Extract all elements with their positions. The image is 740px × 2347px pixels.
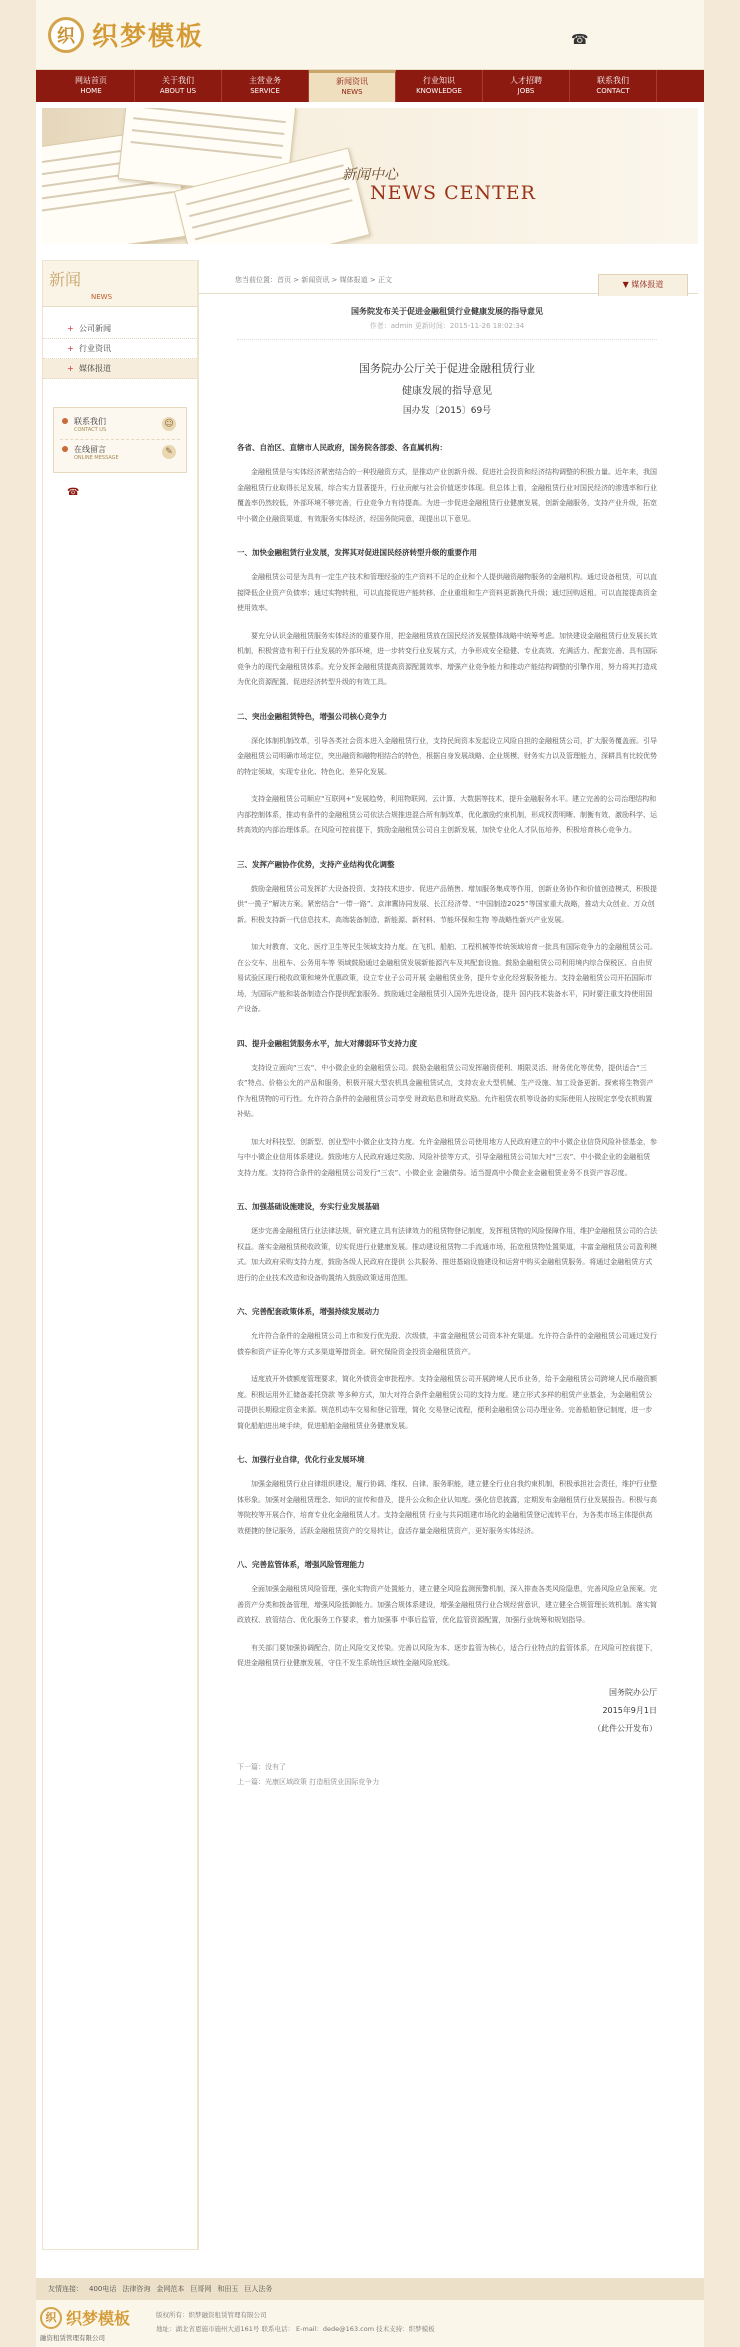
sidebar-contact-box: [53, 407, 187, 473]
message-sub: ONLINE MESSAGE: [74, 455, 119, 461]
bullet-icon: [62, 446, 68, 452]
nav-item-label: 主营业务: [249, 76, 281, 85]
section-heading: 二、突出金融租赁特色，增强公司核心竞争力: [237, 711, 387, 721]
nav-item-label: 联系我们: [597, 76, 629, 85]
nav-item-contact[interactable]: [570, 70, 657, 102]
contact-label: 联系我们: [74, 417, 106, 426]
article-paragraph: 有关部门要加强协调配合，防止风险交叉传染。完善以风险为本、逐步监管为核心，适合行业特点的监管体系，在风险可控前提下，促进金融租赁行业健康发展，守住不发生系统性区域性金融风险底线。: [237, 1643, 657, 1667]
logo-text: 织梦模板: [92, 22, 205, 52]
nav-item-sublabel: SERVICE: [250, 87, 280, 95]
footer-logo: [40, 2306, 130, 2342]
site-header: [36, 0, 704, 70]
news-banner: [42, 108, 698, 244]
nav-item-label: 行业知识: [423, 76, 455, 85]
nav-item-sublabel: HOME: [80, 87, 102, 95]
article: [199, 306, 699, 1790]
friend-link[interactable]: 和田玉: [217, 2285, 239, 2293]
bullet-icon: [62, 418, 68, 424]
article-paragraph: 金融租赁是与实体经济紧密结合的一种投融资方式，是推动产业创新升级、促进社会投资和经济结构调整的积极力量。近年来，我国金融租赁行业取得长足发展，综合实力显著提升，行业贡献与社会价值逐步体现。但总体上看，金融租赁行业对国民经济的渗透率和行业覆盖率仍然较低，外部环境不够完善，行业竞争力有待提高。为进一步促进金融租赁行业健康发展，创新金融服务，支持产业升级，拓宽中小微企业融资渠道，有效服务实体经济，经国务院同意，现提出以下意见。: [237, 468, 657, 523]
logo-mark: 织: [48, 17, 84, 53]
article-salutation: 各省、自治区、直辖市人民政府，国务院各部委、各直属机构：: [237, 443, 447, 452]
sidebar-message-link[interactable]: [60, 440, 180, 468]
main-nav: [36, 70, 704, 102]
nav-item-home[interactable]: [48, 70, 135, 102]
friend-link[interactable]: 巨哥网: [190, 2285, 212, 2293]
article-paragraph: 加大对科技型、创新型、创业型中小微企业支持力度。允许金融租赁公司使用地方人民政府建立的中小微企业信贷风险补偿基金，参与中小微企业信用体系建设。鼓励地方人民政府通过奖励、风险补偿等方式，引导金融租赁公司加大对“三农”、中小微企业的金融租赁支持力度。支持符合条件的金融租赁公司发行“三农”、小微企业 金融债券。适当提高中小微企业金融租赁业务不良资产容忍度。: [237, 1137, 657, 1177]
article-paragraph: 支持金融租赁公司顺应“互联网+”发展趋势，利用物联网、云计算、大数据等技术，提升金融服务水平。建立完善的公司治理结构和内部控制体系，推动有条件的金融租赁公司依法合规推进混合所有制改革，优化激励约束机制，形成权责明晰、制衡有效、激励科学、运转高效的内部治理体系。在风险可控前提下，鼓励金融租赁公司自主创新发展，加快专业化人才队伍培养，积极培育核心竞争力。: [237, 795, 657, 834]
article-signature: [237, 1684, 657, 1738]
footer-address: 地址：湖北省恩施市施州大道161号 联系电话： E-mail：dede@163.com 技术支持：织梦模板: [156, 2325, 435, 2333]
nav-item-label: 人才招聘: [510, 76, 542, 85]
site-logo[interactable]: [48, 16, 204, 53]
document-title: [237, 360, 657, 416]
nav-item-service[interactable]: [222, 70, 309, 102]
sidebar-item[interactable]: + 公司新闻: [43, 319, 197, 339]
footer-logo-mark: 织: [40, 2307, 62, 2329]
prev-article-link[interactable]: 上一篇：光康区域政策 打造租赁业国际竞争力: [237, 1777, 380, 1786]
next-article-link[interactable]: 下一篇：没有了: [237, 1762, 286, 1771]
article-pager: [237, 1760, 657, 1790]
article-paragraph: 深化体制机制改革，引导各类社会资本进入金融租赁行业，支持民间资本发起设立风险自担的金融租赁公司，扩大服务覆盖面。引导金融租赁公司明确市场定位，突出融资和融物相结合的特色，根据自身发展战略、企业规模、财务实力以及管理能力，深耕具有比较优势的特定领域，实现专业化、特色化、差异化发展。: [237, 736, 657, 776]
pen-icon: ✎: [162, 445, 176, 459]
nav-item-sublabel: KNOWLEDGE: [416, 87, 462, 95]
friend-links: [36, 2278, 704, 2300]
breadcrumb-category-tab[interactable]: ▼ 媒体报道: [598, 274, 688, 296]
footer-info: [156, 2308, 435, 2336]
article-paragraph: 加大对教育、文化、医疗卫生等民生领域支持力度。在飞机、船舶、工程机械等传统领域培育一批具有国际竞争力的金融租赁公司。在公交车、出租车、公务用车等 领域鼓励通过金融租赁发展新能源汽车及其配套设施。鼓励金融租赁公司利用境内综合保税区、自由贸易试验区现行税收政策和境外优惠政策，设立专业子公司开展 金融租赁业务，提升专业化经营服务能力。支持金融租赁公司开拓国际市场，为国际产能和装备制造合作提供配套服务。鼓励通过金融租赁引入国外先进设备，提升 国内技术装备水平，同时要注重支持使用国产设备。: [237, 943, 657, 1013]
nav-item-label: 网站首页: [75, 76, 107, 85]
nav-item-sublabel: CONTACT: [596, 87, 630, 95]
banner-title-cn: 新闻中心: [342, 167, 398, 183]
nav-item-about-us[interactable]: [135, 70, 222, 102]
sidebar: [42, 260, 198, 2250]
sidebar-item[interactable]: + 行业资讯: [43, 339, 197, 359]
site-footer: [36, 2300, 704, 2347]
sidebar-item[interactable]: + 媒体报道: [43, 359, 197, 379]
nav-item-sublabel: NEWS: [341, 88, 363, 96]
footer-logo-sub: 融资租赁管理有限公司: [40, 2334, 105, 2342]
sign-note: （此件公开发布）: [593, 1723, 657, 1733]
sidebar-category-list: [43, 319, 197, 379]
contact-sub: CONTACT US: [74, 427, 107, 433]
document-number: 国办发〔2015〕69号: [402, 406, 492, 416]
breadcrumb-text: 您当前位置：首页 > 新闻资讯 > 媒体报道 > 正文: [235, 276, 392, 284]
article-paragraph: 全面加强金融租赁风险管理，强化实物资产处置能力，建立健全风险监测预警机制，深入排查各类风险隐患，完善风险应急预案。完善资产分类和拨备管理，增强风险抵御能力。加强合规体系建设，增强金融租赁行业合规经营意识，建立健全合规管理长效机制。落实简政放权、放管结合、优化服务工作要求，着力加强事 中事后监管，优化监管资源配置，加强行业统筹和规划指导。: [237, 1585, 657, 1624]
sign-date: 2015年9月1日: [602, 1705, 657, 1715]
sign-org: 国务院办公厅: [609, 1687, 657, 1697]
sidebar-title: [43, 261, 197, 307]
friend-link[interactable]: 400电话: [89, 2285, 117, 2293]
nav-item-label: 新闻资讯: [336, 77, 368, 86]
message-label: 在线留言: [74, 445, 106, 454]
nav-item-knowledge[interactable]: [396, 70, 483, 102]
friend-link[interactable]: 巨人法务: [244, 2285, 273, 2293]
sidebar-title-cn: 新闻: [49, 270, 82, 289]
section-heading: 五、加强基础设施建设，夯实行业发展基础: [237, 1202, 380, 1211]
footer-copyright: 版权所有：织梦融资租赁管理有限公司: [156, 2311, 267, 2319]
friend-links-label: 友情连接：: [48, 2285, 83, 2293]
section-heading: 八、完善监管体系，增强风险管理能力: [237, 1560, 365, 1569]
nav-item-jobs[interactable]: [483, 70, 570, 102]
article-paragraph: 金融租赁公司是为具有一定生产技术和管理经验的生产资料不足的企业和个人提供融资融物服务的金融机构。通过设备租赁，可以直接降低企业资产负债率；通过实物转租，可以直接促进产能转移、企业重组和生产资料更新换代升级；通过回购返租，可以直接提高资金使用效率。: [237, 573, 657, 612]
nav-item-news[interactable]: [309, 70, 396, 102]
article-meta: 作者：admin 更新时间：2015-11-26 18:02:34: [237, 321, 657, 340]
document-title-line2: 健康发展的指导意见: [402, 386, 492, 397]
section-heading: 七、加强行业自律，优化行业发展环境: [237, 1455, 365, 1464]
nav-item-sublabel: JOBS: [517, 87, 535, 95]
section-heading: 一、加快金融租赁行业发展，发挥其对促进国民经济转型升级的重要作用: [237, 548, 477, 557]
friend-link[interactable]: 法律咨询: [122, 2285, 151, 2293]
main-content: [198, 260, 698, 2250]
article-body: [237, 465, 699, 1672]
sidebar-contact-link[interactable]: [60, 412, 180, 440]
section-heading: 六、完善配套政策体系，增强持续发展动力: [237, 1307, 380, 1316]
footer-logo-text: 织梦模板: [66, 2309, 131, 2328]
friend-link[interactable]: 金网范本: [156, 2285, 185, 2293]
article-title: 国务院发布关于促进金融租赁行业健康发展的指导意见: [351, 307, 543, 316]
phone-icon: ☎: [67, 487, 80, 498]
article-paragraph: 适度放开外债额度管理要求，简化外债资金审批程序。支持金融租赁公司开展跨境人民币业务，给予金融租赁公司跨境人民币融资额度。积极运用外汇储备委托贷款 等多种方式，加大对符合条件金融租赁公司的支持力度。建立形式多样的租赁产业基金，为金融租赁公司提供长期稳定资金来源。规范机动车交易和登记管理，简化 交易登记流程，便利金融租赁公司办理业务。完善船舶登记制度，进一步简化船舶进出境手续，促进船舶金融租赁业务健康发展。: [237, 1375, 657, 1430]
user-icon: ☺: [162, 417, 176, 431]
phone-icon: ☎: [571, 32, 589, 48]
article-paragraph: 逐步完善金融租赁行业法律法规，研究建立具有法律效力的租赁物登记制度，发挥租赁物的风险保障作用，维护金融租赁公司的合法权益。落实金融租赁税收政策，切实促进行业健康发展。推动建设租赁物二手流通市场，拓宽租赁物处置渠道，丰富金融租赁公司盈利模式。加大政府采购支持力度，鼓励各级人民政府在提供 公共服务、推进基础设施建设和运营中购买金融租赁服务。将通过金融租赁方式进行的企业技术改造和设备购置纳入鼓励政策适用范围。: [237, 1227, 657, 1282]
breadcrumb-tab-label: 媒体报道: [631, 280, 664, 289]
article-paragraph: 加强金融租赁行业自律组织建设，履行协调、维权、自律、服务职能，建立健全行业自我约束机制，积极承担社会责任，维护行业整体形象。加强对金融租赁理念、知识的宣传和普及，提升公众和企业认知度。强化信息披露，定期发布金融租赁行业发展报告。积极与高等院校等开展合作，培育专业化金融租赁人才。支持金融租赁 行业与共同组建市场化的金融租赁登记流转平台，为各类市场主体提供高效便捷的登记服务，活跃金融租赁资产的交易转让，盘活存量金融租赁资产，更好服务实体经济。: [237, 1480, 657, 1535]
section-heading: 四、提升金融租赁服务水平，加大对薄弱环节支持力度: [237, 1038, 417, 1048]
banner-title-en: NEWS CENTER: [370, 182, 536, 204]
article-paragraph: 鼓励金融租赁公司发挥扩大设备投资、支持技术进步、促进产品销售、增加服务集成等作用，创新业务协作和价值创造模式，积极提供“一揽子”解决方案。紧密结合“一带一路”、京津冀协同发展、长江经济带、“中国制造2025”等国家重大战略，推动大众创业、万众创新。积极支持新一代信息技术、高端装备制造、新能源、新材料、节能环保和生物 等战略性新兴产业发展。: [237, 884, 657, 924]
article-paragraph: 支持设立面向“三农”、中小微企业的金融租赁公司。鼓励金融租赁公司发挥融资便利、期限灵活、财务优化等优势，提供适合“三农”特点、价格公允的产品和服务，积极开展大型农机具金融租赁试点，支持农业大型机械、生产设施、加工设备更新。探索将生物资产作为租赁物的可行性。允许符合条件的金融租赁公司享受 财政贴息和财政奖励。允许租赁农机等设备的实际使用人按规定享受农机购置补贴。: [237, 1063, 654, 1118]
nav-item-label: 关于我们: [162, 76, 194, 85]
section-heading: 三、发挥产融协作优势，支持产业结构优化调整: [237, 859, 395, 869]
article-paragraph: 要充分认识金融租赁服务实体经济的重要作用，把金融租赁放在国民经济发展整体战略中统筹考虑。加快建设金融租赁行业发展长效机制，积极营造有利于行业发展的外部环境，进一步转变行业发展方式，力争形成安全稳健、专业高效、充满活力、配套完善、具有国际竞争力的现代金融租赁体系。充分发挥金融租赁提高资源配置效率、增强产业竞争能力和推动产能结构调整的引擎作用，努力将其打造成为优化资源配置、促进经济转型升级的有效工具。: [237, 631, 657, 686]
nav-item-sublabel: ABOUT US: [159, 87, 197, 95]
sidebar-title-en: NEWS: [91, 293, 113, 301]
document-title-line1: 国务院办公厅关于促进金融租赁行业: [359, 362, 535, 375]
article-paragraph: 允许符合条件的金融租赁公司上市和发行优先股、次级债，丰富金融租赁公司资本补充渠道。允许符合条件的金融租赁公司通过发行债券和资产证券化等方式多渠道筹措资金。研究保险资金投资金融租赁资产。: [237, 1332, 657, 1356]
breadcrumb: [199, 266, 698, 294]
